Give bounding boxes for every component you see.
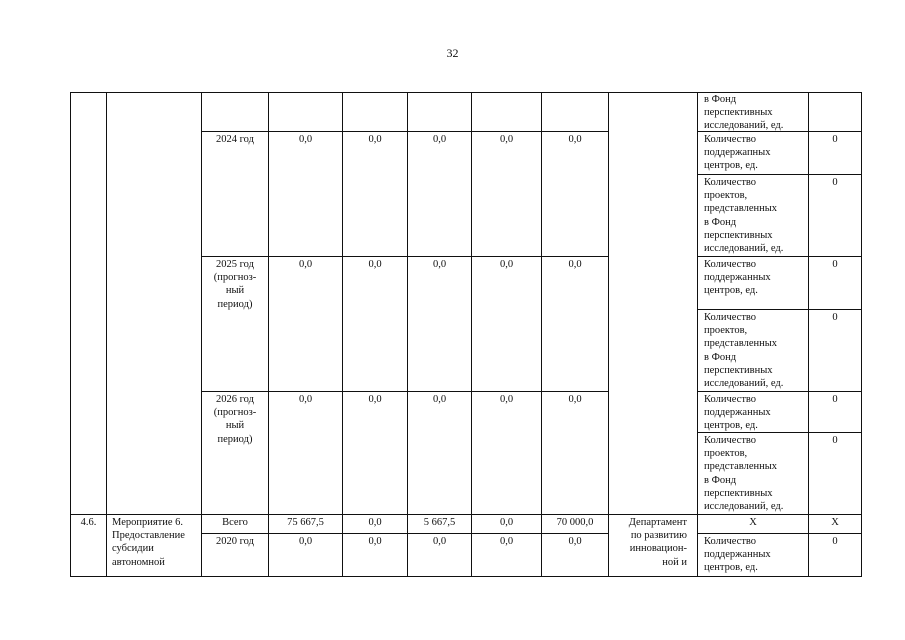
table-border-bottom	[70, 576, 862, 577]
indicator-carry: в Фонд перспективных исследований, ед.	[704, 94, 784, 132]
grid-line	[697, 256, 862, 257]
year-2024: 2024 год	[216, 134, 254, 145]
grid-line	[541, 92, 542, 576]
value-cell: 0,0	[432, 259, 447, 270]
page-number: 32	[446, 46, 459, 60]
grid-line	[201, 92, 202, 576]
indicator-value: 0	[832, 134, 838, 145]
indicator-centers: Количество поддержанных центров, ед.	[704, 259, 771, 297]
value-cell: 0,0	[499, 394, 514, 405]
value-cell: 0,0	[368, 536, 382, 547]
indicator-value: 0	[832, 536, 838, 547]
indicator-value: 0	[832, 259, 838, 270]
value-cell: 0,0	[298, 259, 313, 270]
value-cell: 0,0	[568, 259, 582, 270]
value-cell: 0,0	[298, 134, 313, 145]
value-cell: 0,0	[368, 394, 382, 405]
grid-line	[697, 174, 862, 175]
grid-line	[697, 533, 862, 534]
value-cell: 0,0	[298, 536, 313, 547]
value-cell: 0,0	[499, 259, 514, 270]
grid-line	[342, 92, 343, 576]
value-cell: 0,0	[499, 517, 514, 528]
year-2026: 2026 год (прогноз- ный период)	[213, 394, 257, 445]
indicator-value: 0	[832, 435, 838, 446]
year-2025: 2025 год (прогноз- ный период)	[213, 259, 257, 310]
indicator-centers: Количество поддержанных центров, ед.	[704, 394, 771, 432]
grid-line	[201, 131, 608, 132]
x-mark: Х	[831, 517, 839, 528]
value-cell: 70 000,0	[556, 517, 594, 528]
grid-line	[268, 92, 269, 576]
indicator-centers: Количество поддержапных центров, ед.	[704, 134, 771, 172]
grid-line	[697, 309, 862, 310]
value-cell: 75 667,5	[287, 517, 324, 528]
grid-line	[697, 92, 698, 576]
indicator-projects: Количество проектов, представленных в Фонд перспективных исследований, ед.	[704, 177, 784, 255]
value-cell: 0,0	[568, 394, 582, 405]
grid-line	[471, 92, 472, 576]
value-cell: 0,0	[432, 394, 447, 405]
value-cell: 0,0	[432, 134, 447, 145]
value-cell: 0,0	[568, 536, 582, 547]
indicator-value: 0	[832, 394, 838, 405]
grid-line	[808, 92, 809, 576]
indicator-centers: Количество поддержанных центров, ед.	[704, 536, 771, 574]
row-number: 4.6.	[80, 517, 97, 528]
value-cell: 0,0	[499, 134, 514, 145]
table-border-left	[70, 92, 71, 576]
grid-line	[201, 256, 608, 257]
indicator-value: 0	[832, 177, 838, 188]
grid-line	[201, 391, 608, 392]
value-cell: 0,0	[499, 536, 514, 547]
grid-line	[697, 391, 862, 392]
grid-line	[201, 533, 608, 534]
value-cell: 0,0	[368, 517, 382, 528]
grid-line	[70, 514, 862, 515]
value-cell: 0,0	[432, 536, 447, 547]
indicator-value: 0	[832, 312, 838, 323]
executor-department: Департамент по развитию инновацион- ной и	[628, 517, 687, 568]
x-mark: Х	[749, 517, 757, 528]
total-label: Всего	[222, 517, 248, 528]
indicator-projects: Количество проектов, представленных в Фонд перспективных исследований, ед.	[704, 435, 784, 513]
grid-line	[106, 92, 107, 576]
year-2020: 2020 год	[216, 536, 254, 547]
value-cell: 0,0	[568, 134, 582, 145]
grid-line	[407, 92, 408, 576]
value-cell: 0,0	[298, 394, 313, 405]
grid-line	[608, 92, 609, 576]
table-border-right	[861, 92, 862, 576]
value-cell: 0,0	[368, 259, 382, 270]
value-cell: 0,0	[368, 134, 382, 145]
indicator-projects: Количество проектов, представленных в Фонд перспективных исследований, ед.	[704, 312, 784, 390]
activity-name: Мероприятие 6. Предоставление субсидии автономной	[112, 517, 185, 568]
value-cell: 5 667,5	[423, 517, 456, 528]
